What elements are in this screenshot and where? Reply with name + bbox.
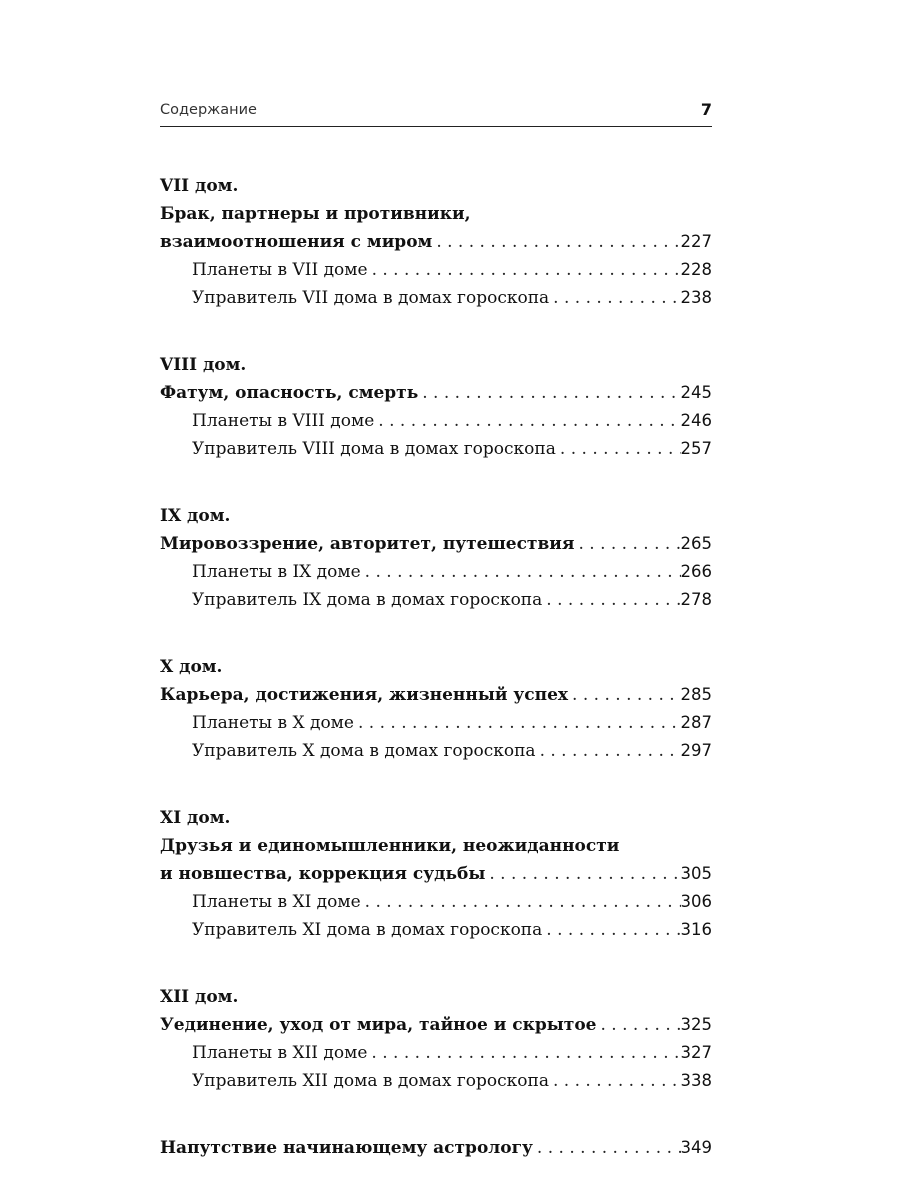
toc-section-ix [160, 502, 712, 614]
toc-entry-main[interactable] [160, 1134, 712, 1162]
dot-leader [574, 530, 680, 558]
dot-leader [432, 228, 680, 256]
chapter-title: Уединение, уход от мира, тайное и скрытое [160, 1015, 597, 1035]
subsection-title: Планеты в VIII доме [192, 411, 375, 431]
toc-section-xii [160, 983, 712, 1095]
dot-leader [568, 681, 680, 709]
toc-entry-sub[interactable] [160, 737, 712, 765]
running-head-title: Содержание [160, 102, 257, 118]
toc-page-number: 265 [680, 534, 712, 553]
dot-leader [354, 709, 681, 737]
toc-page-number: 287 [680, 713, 712, 732]
toc-entry-sub[interactable] [160, 1039, 712, 1067]
toc-section-xi [160, 804, 712, 944]
toc-entry-sub[interactable] [160, 709, 712, 737]
toc-entry-sub[interactable] [160, 407, 712, 435]
toc-page-number: 305 [680, 864, 712, 883]
toc-page-number: 238 [680, 288, 712, 307]
toc-entry-sub[interactable] [160, 1067, 712, 1095]
book-page [160, 96, 712, 1162]
page-number: 7 [700, 100, 712, 119]
toc-entry-main[interactable] [160, 860, 712, 888]
toc-entry-main[interactable] [160, 379, 712, 407]
chapter-title: Брак, партнеры и противники, [160, 204, 471, 224]
section-heading: XII дом. [160, 987, 239, 1007]
table-of-contents [160, 172, 712, 1162]
chapter-title: взаимоотношения с миром [160, 232, 433, 252]
dot-leader [596, 1011, 680, 1039]
subsection-title: Планеты в X доме [192, 713, 354, 733]
running-head [160, 96, 712, 127]
chapter-title-line [160, 832, 712, 860]
toc-page-number: 316 [680, 920, 712, 939]
toc-page-number: 227 [680, 232, 712, 251]
subsection-title: Планеты в IX доме [192, 562, 361, 582]
chapter-title: Напутствие начинающему астрологу [160, 1138, 533, 1158]
subsection-title: Управитель X дома в домах гороскопа [192, 741, 536, 761]
dot-leader [542, 916, 680, 944]
toc-section-final [160, 1134, 712, 1162]
dot-leader [418, 379, 680, 407]
toc-entry-sub[interactable] [160, 888, 712, 916]
toc-entry-sub[interactable] [160, 435, 712, 463]
subsection-title: Планеты в XI доме [192, 892, 361, 912]
toc-page-number: 325 [680, 1015, 712, 1034]
subsection-title: Управитель VII дома в домах гороскопа [192, 288, 550, 308]
toc-entry-sub[interactable] [160, 284, 712, 312]
chapter-title: и новшества, коррекция судьбы [160, 864, 486, 884]
dot-leader [549, 284, 680, 312]
chapter-title: Мировоззрение, авторитет, путешествия [160, 534, 575, 554]
dot-leader [368, 256, 681, 284]
dot-leader [367, 1039, 680, 1067]
toc-page-number: 285 [680, 685, 712, 704]
toc-entry-sub[interactable] [160, 916, 712, 944]
subsection-title: Управитель XI дома в домах гороскопа [192, 920, 543, 940]
dot-leader [542, 586, 680, 614]
toc-entry-main[interactable] [160, 228, 712, 256]
subsection-title: Планеты в XII доме [192, 1043, 368, 1063]
dot-leader [533, 1134, 681, 1162]
toc-page-number: 349 [680, 1138, 712, 1157]
dot-leader [485, 860, 680, 888]
toc-entry-sub[interactable] [160, 586, 712, 614]
toc-section-viii [160, 351, 712, 463]
chapter-title: Фатум, опасность, смерть [160, 383, 419, 403]
dot-leader [549, 1067, 681, 1095]
section-heading: XI дом. [160, 808, 231, 828]
toc-page-number: 245 [680, 383, 712, 402]
dot-leader [361, 558, 681, 586]
section-heading: VIII дом. [160, 355, 247, 375]
toc-entry-main[interactable] [160, 681, 712, 709]
subsection-title: Планеты в VII доме [192, 260, 368, 280]
toc-section-vii [160, 172, 712, 312]
toc-entry-main[interactable] [160, 530, 712, 558]
chapter-title: Карьера, достижения, жизненный успех [160, 685, 569, 705]
dot-leader [536, 737, 681, 765]
chapter-title: Друзья и единомышленники, неожиданности [160, 836, 620, 856]
toc-page-number: 278 [680, 590, 712, 609]
section-heading: IX дом. [160, 506, 231, 526]
subsection-title: Управитель XII дома в домах гороскопа [192, 1071, 549, 1091]
subsection-title: Управитель VIII дома в домах гороскопа [192, 439, 556, 459]
chapter-title-line [160, 200, 712, 228]
dot-leader [361, 888, 681, 916]
section-heading: X дом. [160, 657, 223, 677]
toc-page-number: 246 [680, 411, 712, 430]
toc-page-number: 228 [680, 260, 712, 279]
toc-page-number: 297 [680, 741, 712, 760]
subsection-title: Управитель IX дома в домах гороскопа [192, 590, 543, 610]
toc-entry-sub[interactable] [160, 256, 712, 284]
toc-page-number: 327 [680, 1043, 712, 1062]
toc-page-number: 257 [680, 439, 712, 458]
dot-leader [556, 435, 681, 463]
toc-page-number: 266 [680, 562, 712, 581]
toc-entry-sub[interactable] [160, 558, 712, 586]
toc-page-number: 306 [680, 892, 712, 911]
toc-page-number: 338 [680, 1071, 712, 1090]
dot-leader [374, 407, 680, 435]
toc-entry-main[interactable] [160, 1011, 712, 1039]
section-heading: VII дом. [160, 176, 239, 196]
toc-section-x [160, 653, 712, 765]
